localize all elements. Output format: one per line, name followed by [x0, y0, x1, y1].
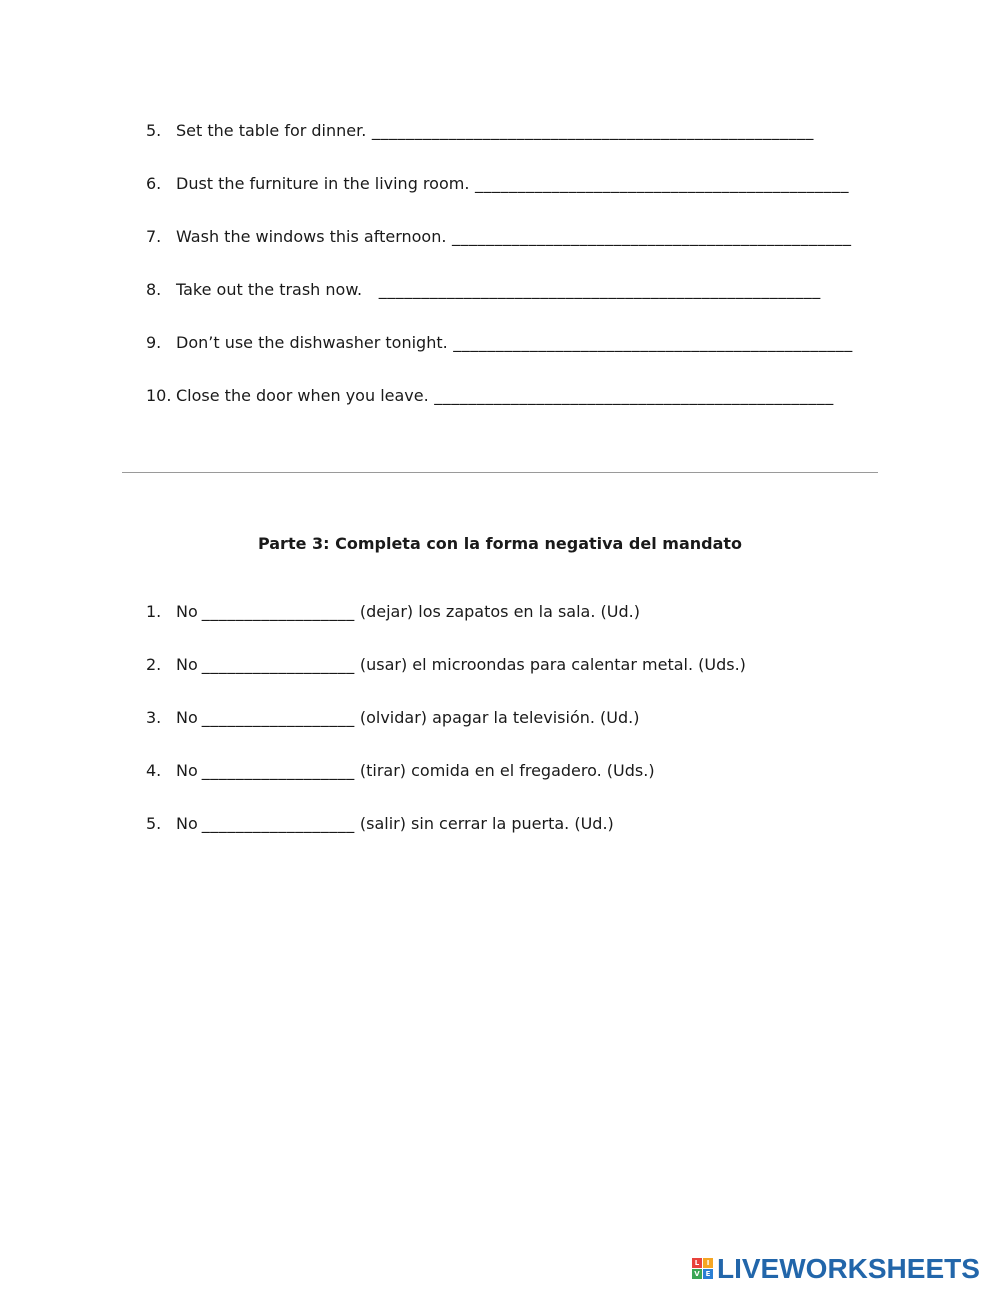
item-number: 1. [146, 602, 162, 621]
no-word: No [176, 814, 198, 833]
part3-item-2 [146, 653, 746, 677]
no-word: No [176, 655, 198, 674]
logo-mark-letter: L [692, 1258, 702, 1268]
answer-blank[interactable]: ____________________________________________ [469, 174, 849, 193]
no-word: No [176, 761, 198, 780]
no-word: No [176, 708, 198, 727]
answer-blank[interactable]: __________________ [201, 761, 355, 780]
part2-item-8 [146, 278, 821, 302]
item-prompt: (olvidar) apagar la televisión. (Ud.) [359, 708, 640, 727]
logo-mark-letter: E [703, 1269, 713, 1279]
answer-blank[interactable]: __________________ [201, 708, 355, 727]
item-prompt: (dejar) los zapatos en la sala. (Ud.) [359, 602, 640, 621]
answer-blank[interactable]: __________________ [201, 602, 355, 621]
answer-blank[interactable]: _______________________________________________ [447, 333, 853, 352]
item-number: 6. [146, 174, 162, 193]
item-number: 10. [146, 386, 172, 405]
logo-mark-icon [692, 1258, 714, 1280]
item-number: 5. [146, 121, 162, 140]
item-number: 9. [146, 333, 162, 352]
part2-item-7 [146, 225, 852, 249]
item-number: 3. [146, 708, 162, 727]
item-prompt: Set the table for dinner. [176, 121, 367, 140]
logo-text: LIVEWORKSHEETS [717, 1253, 980, 1284]
item-prompt: Wash the windows this afternoon. [176, 227, 447, 246]
part2-item-9 [146, 331, 853, 355]
answer-blank[interactable]: __________________ [201, 814, 355, 833]
part2-item-5 [146, 119, 814, 143]
item-prompt: (salir) sin cerrar la puerta. (Ud.) [359, 814, 614, 833]
part3-item-3 [146, 706, 639, 730]
part2-item-10 [146, 384, 834, 408]
item-prompt: Dust the furniture in the living room. [176, 174, 470, 193]
item-prompt: Take out the trash now. [176, 280, 363, 299]
answer-blank[interactable]: ____________________________________________________ [366, 121, 814, 140]
item-number: 4. [146, 761, 162, 780]
item-prompt: Close the door when you leave. [176, 386, 429, 405]
item-prompt: (tirar) comida en el fregadero. (Uds.) [359, 761, 655, 780]
item-prompt: (usar) el microondas para calentar metal. (Uds.) [359, 655, 746, 674]
item-number: 2. [146, 655, 162, 674]
answer-blank[interactable]: _______________________________________________ [428, 386, 834, 405]
item-prompt: Don’t use the dishwasher tonight. [176, 333, 448, 352]
item-number: 8. [146, 280, 162, 299]
no-word: No [176, 602, 198, 621]
liveworksheets-logo[interactable] [692, 1254, 980, 1284]
logo-mark-letter: V [692, 1269, 702, 1279]
part3-item-5 [146, 812, 614, 836]
logo-mark-letter: I [703, 1258, 713, 1268]
part3-heading: Parte 3: Completa con la forma negativa del mandato [257, 534, 743, 553]
item-number: 5. [146, 814, 162, 833]
part2-item-6 [146, 172, 849, 196]
answer-blank[interactable]: __________________ [201, 655, 355, 674]
part3-item-4 [146, 759, 655, 783]
item-number: 7. [146, 227, 162, 246]
part3-item-1 [146, 600, 640, 624]
answer-blank[interactable]: ____________________________________________________ [362, 280, 821, 299]
answer-blank[interactable]: _______________________________________________ [446, 227, 852, 246]
section-divider [122, 472, 878, 473]
